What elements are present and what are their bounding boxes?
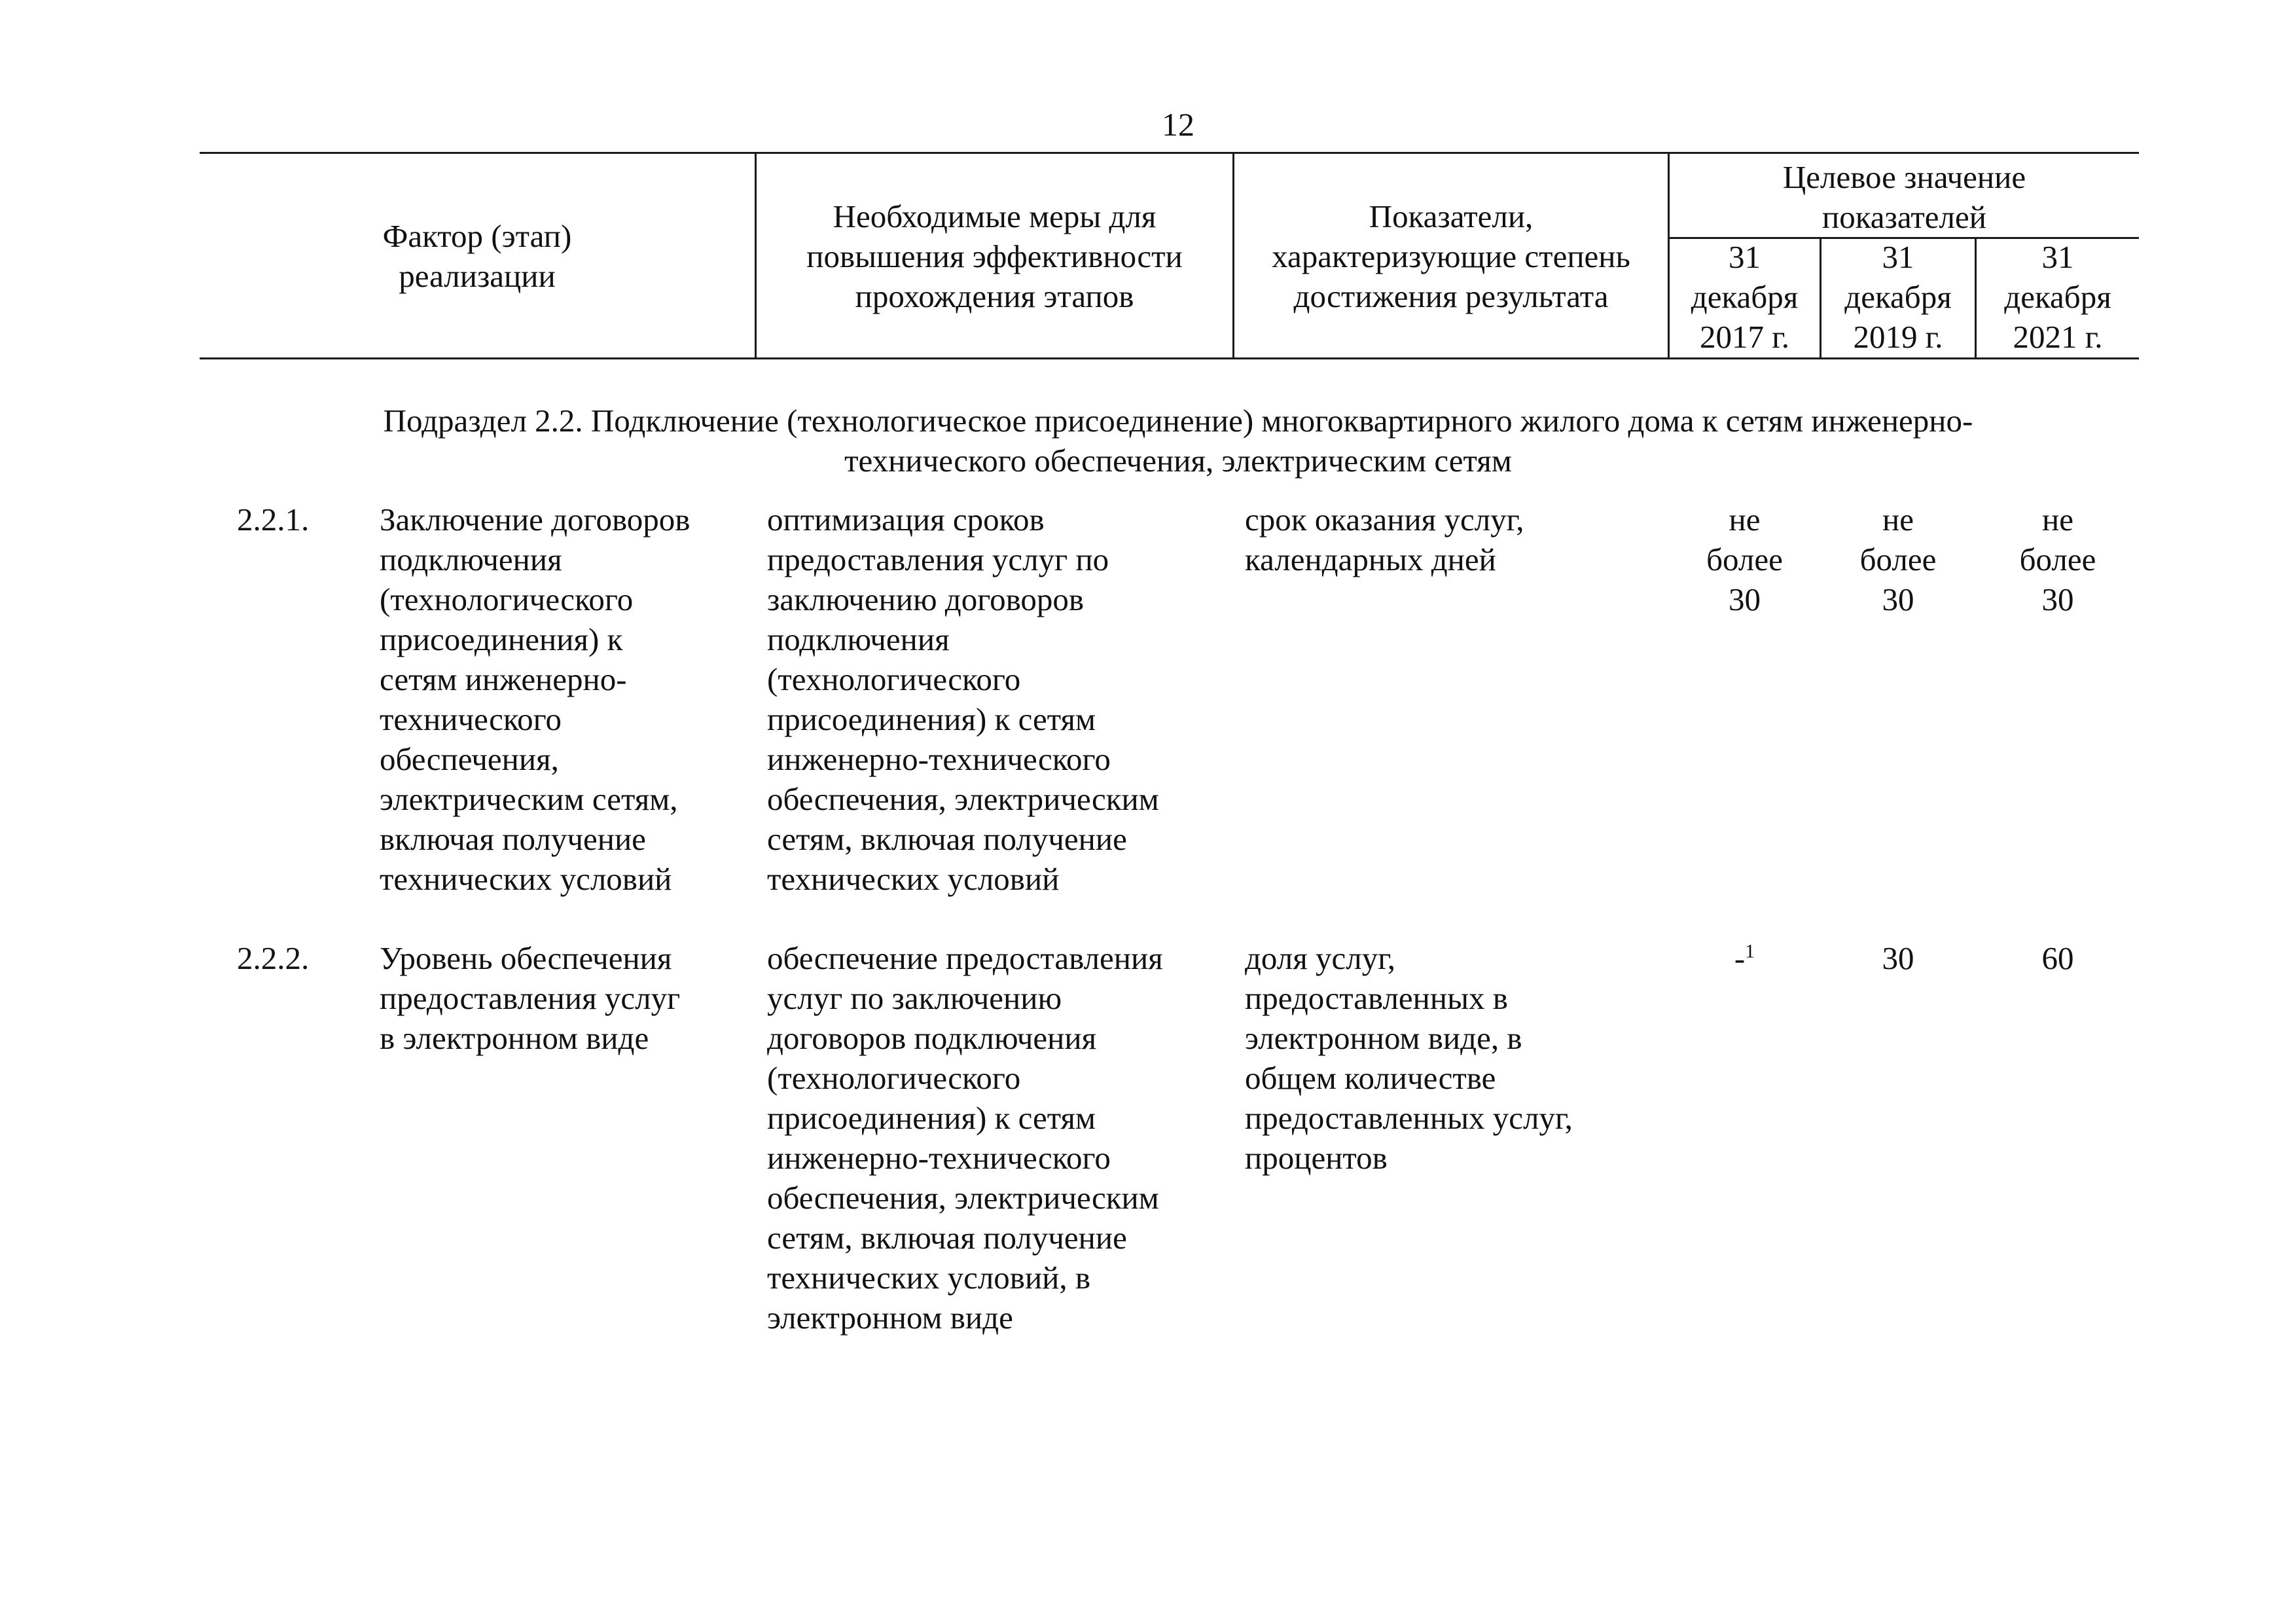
header-top-rule bbox=[200, 152, 2139, 154]
row-indicator: доля услуг, предоставленных в электронном виде, в общем количестве предоставленных услуг, процентов bbox=[1245, 940, 1573, 1176]
row-value-2019: не более 30 bbox=[1859, 501, 1937, 617]
header-measures: Необходимые меры для повышения эффективности прохождения этапов bbox=[806, 198, 1183, 314]
row-number: 2.2.1. bbox=[237, 501, 310, 538]
header-date-2017: 31 декабря 2017 г. bbox=[1691, 239, 1799, 355]
row-value-2021: 60 bbox=[2041, 940, 2074, 976]
footnote-marker: 1 bbox=[1745, 940, 1755, 962]
page-number: 12 bbox=[1162, 106, 1194, 143]
row-measures: оптимизация сроков предоставления услуг по заключению договоров подключения (технологического присоединения) к сетям инженерно-технического обеспечения, электрическим сетям, включая получение технических условий bbox=[767, 501, 1159, 897]
row-indicator: срок оказания услуг, календарных дней bbox=[1245, 501, 1524, 577]
row-value-2019: 30 bbox=[1882, 940, 1914, 976]
row-measures: обеспечение предоставления услуг по заключению договоров подключения (технологического присоединения) к сетям инженерно-технического обеспечения, электрическим сетям, включая получение технических условий, в электронном виде bbox=[767, 940, 1163, 1336]
row-value-2017: не более 30 bbox=[1706, 501, 1783, 617]
header-indicators: Показатели, характеризующие степень достижения результата bbox=[1272, 198, 1630, 314]
row-factor: Заключение договоров подключения (технологического присоединения) к сетям инженерно- технического обеспечения, электрическим сетям, включая получение технических условий bbox=[380, 501, 691, 897]
subsection-title: Подраздел 2.2. Подключение (технологическое присоединение) многоквартирного жилого дома к сетям инженерно- технического обеспечения, электрическим сетям bbox=[383, 403, 1973, 479]
header-date-2021: 31 декабря 2021 г. bbox=[2004, 239, 2111, 355]
row-value-2021: не более 30 bbox=[2019, 501, 2096, 617]
header-date-2019: 31 декабря 2019 г. bbox=[1844, 239, 1952, 355]
header-target: Целевое значение показателей bbox=[1782, 159, 2026, 235]
row-number: 2.2.2. bbox=[237, 940, 310, 976]
row-factor: Уровень обеспечения предоставления услуг в электронном виде bbox=[380, 940, 681, 1056]
row-value-2017: -$^1$ bbox=[1734, 940, 1755, 976]
header-factor: Фактор (этап) реализации bbox=[382, 218, 572, 294]
header-bottom-rule bbox=[200, 357, 2139, 359]
